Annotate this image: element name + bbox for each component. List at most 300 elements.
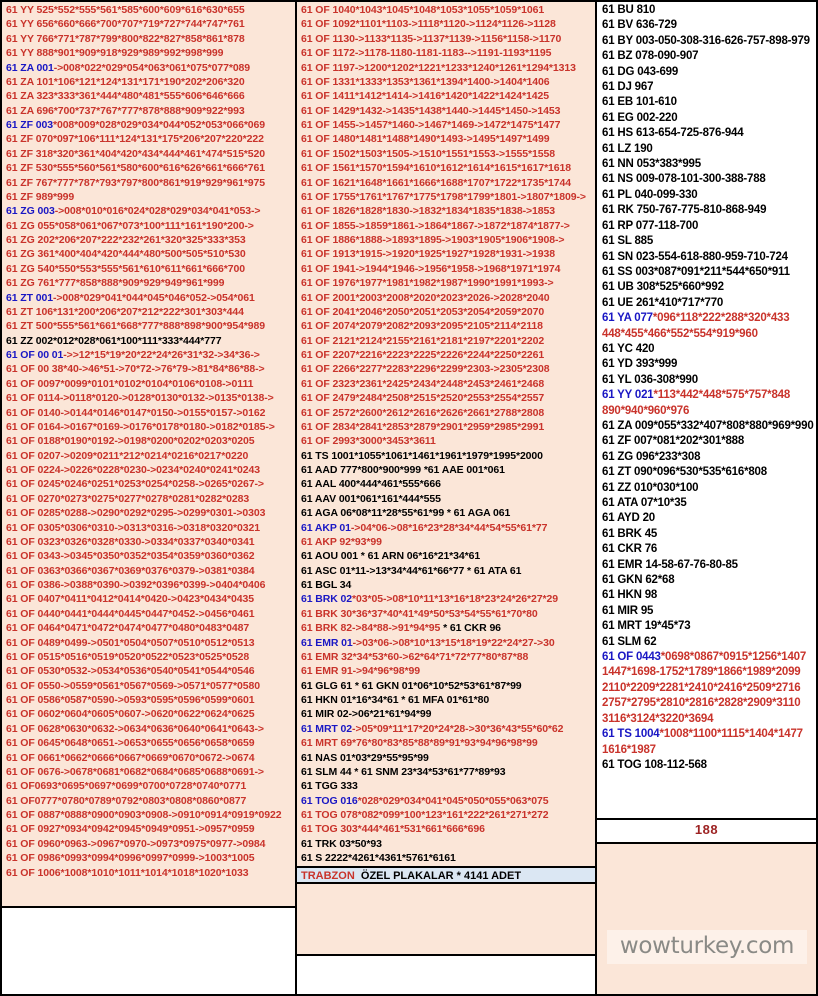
plate-line-segment: 61 OF 0270*0273*0275*0277*0278*0281*0282*0283 bbox=[6, 492, 250, 505]
plate-line bbox=[297, 607, 595, 621]
plate-line bbox=[297, 147, 595, 161]
plate-line-segment: 61 SL 885 bbox=[602, 235, 654, 248]
plate-line-segment: 61 EMR 32*34*53*60->62*64*71*72*77*80*87*88 bbox=[301, 650, 529, 663]
plate-line-segment: 61 YY 021 bbox=[602, 389, 654, 402]
plate-line-segment: 61 OF 0586*0587*0590->0593*0595*0596*0599*0601 bbox=[6, 694, 255, 706]
plate-line bbox=[597, 419, 816, 434]
plate-line bbox=[2, 621, 295, 635]
plate-line-segment: 61 ZG 361*400*404*420*444*480*500*505*510*530 bbox=[6, 248, 246, 261]
plate-line bbox=[297, 837, 595, 851]
plate-line bbox=[297, 176, 595, 190]
plate-line-segment: 61 OF 2323*2361*2425*2434*2448*2453*2461*2468 bbox=[301, 377, 545, 390]
plate-line bbox=[297, 765, 595, 779]
plate-line-segment: 61 ZF 530*555*560*561*580*600*616*626*661*666*761 bbox=[6, 162, 266, 175]
plate-line-segment: 61 OF 1886*1888->1893*1895->1903*1905*1906*1908-> bbox=[301, 234, 565, 246]
plate-line-segment: 61 OF 0464*0471*0472*0474*0477*0480*0483*0487 bbox=[6, 622, 250, 635]
plate-line bbox=[297, 463, 595, 477]
plate-line-segment: 61 OF 0207->0209*0211*212*0214*0216*0217*0220 bbox=[6, 449, 249, 462]
plate-line bbox=[597, 65, 816, 80]
plate-line bbox=[2, 521, 295, 535]
plate-line bbox=[597, 3, 816, 18]
plate-line bbox=[2, 664, 295, 678]
plate-line-segment: 61 ATA 07*10*35 bbox=[602, 497, 687, 509]
plate-line-segment: 61 NAS 01*03*29*55*95*99 bbox=[301, 751, 429, 764]
plate-line bbox=[297, 420, 595, 434]
plate-line bbox=[297, 621, 595, 635]
plate-line-segment: 61 RP 077-118-700 bbox=[602, 219, 699, 232]
plate-line bbox=[2, 305, 295, 319]
plate-line-segment: 61 OF 0140->0144*0146*0147*0150->0155*0157->0162 bbox=[6, 406, 266, 419]
plate-line bbox=[297, 204, 595, 218]
plate-line-segment: 61 OF 0661*0662*0666*0667*0669*0670*0672->0674 bbox=[6, 751, 255, 764]
plate-line bbox=[597, 496, 816, 511]
plate-line bbox=[297, 61, 595, 75]
plate-line-segment: 61 ZZ 010*030*100 bbox=[602, 481, 699, 494]
plate-line-segment: 890*940*960*976 bbox=[602, 404, 690, 417]
plate-line bbox=[2, 348, 295, 362]
plate-line-segment: 61 BGL 34 bbox=[301, 579, 352, 591]
column-middle-panel bbox=[296, 0, 596, 956]
plate-line bbox=[2, 650, 295, 664]
plate-line bbox=[297, 291, 595, 305]
plate-line bbox=[297, 305, 595, 319]
plate-line-segment: 61 OF 0164->0167*0169->0176*0178*0180->0182*0185-> bbox=[6, 420, 275, 433]
plate-line-segment: 61 HKN 01*16*34*61 * 61 MFA 01*61*80 bbox=[301, 694, 490, 706]
plate-line bbox=[597, 172, 816, 187]
plate-line-segment: 61 OF 1755*1761*1767*1775*1798*1799*1801->1807*1809-> bbox=[301, 190, 586, 203]
plate-line-segment: 61 OF 1331*1333*1353*1361*1394*1400->1404*1406 bbox=[301, 75, 550, 88]
plate-line-segment: ->03*06->08*10*13*15*18*19*22*24*27->30 bbox=[352, 636, 555, 649]
plate-line-segment: 61 OF 0323*0326*0328*0330->0334*0337*0340*0341 bbox=[6, 535, 255, 548]
plate-line-segment: ->04*06->08*16*23*28*34*44*54*55*61*77 bbox=[350, 521, 548, 534]
plate-line-segment: 61 YY 766*771*787*799*800*822*827*858*861*878 bbox=[6, 32, 245, 45]
plate-line bbox=[297, 3, 595, 17]
plate-line bbox=[297, 118, 595, 132]
plate-line bbox=[597, 126, 816, 141]
plate-line bbox=[297, 521, 595, 535]
plate-line bbox=[297, 564, 595, 578]
plate-line-segment: 61 OF 0628*0630*0632->0634*0636*0640*0641*0643-> bbox=[6, 722, 264, 735]
plate-line bbox=[597, 280, 816, 295]
plate-line bbox=[297, 348, 595, 362]
plate-line bbox=[2, 46, 295, 60]
plate-line bbox=[2, 449, 295, 463]
plate-line bbox=[2, 866, 295, 880]
plate-line-segment: 61 AOU 001 * 61 ARN 06*16*21*34*61 bbox=[301, 550, 481, 563]
plate-line-segment: ->008*010*016*024*028*029*034*041*053-> bbox=[54, 205, 261, 218]
plate-line-segment: 61 OF 1826*1828*1830->1832*1834*1835*1838->1853 bbox=[301, 205, 555, 218]
plate-line-segment: 61 MIR 02->06*21*61*94*99 bbox=[301, 708, 432, 721]
plate-line bbox=[297, 377, 595, 391]
plate-line bbox=[297, 89, 595, 103]
plate-line-segment: *008*009*028*029*034*044*052*053*066*069 bbox=[52, 119, 266, 131]
plate-line-segment: 61 OF 0489*0499->0501*0504*0507*0510*0512*0513 bbox=[6, 636, 255, 649]
plate-line-segment: 61 AAD 777*800*900*999 *61 AAE 001*061 bbox=[301, 464, 505, 476]
plate-line bbox=[2, 607, 295, 621]
plate-line bbox=[597, 111, 816, 126]
plate-line-segment: 61 EMR 14-58-67-76-80-85 bbox=[602, 558, 738, 571]
plate-line bbox=[297, 693, 595, 707]
plate-line-segment: *096*118*222*288*320*433 bbox=[652, 312, 790, 325]
plate-line bbox=[2, 147, 295, 161]
plate-line-segment: 61 ZF 767*777*787*793*797*800*861*919*929*961*975 bbox=[6, 176, 266, 189]
plate-line bbox=[2, 132, 295, 146]
plate-line-segment: 61 OF 2121*2124*2155*2161*2181*2197*2201*2202 bbox=[301, 334, 545, 347]
plate-line-segment: 61 OF 1502*1503*1505->1510*1551*1553->1555*1558 bbox=[301, 147, 555, 160]
plate-line-segment: 61 MRT 69*76*80*83*85*88*89*91*93*94*96*98*99 bbox=[301, 737, 538, 750]
plate-line-segment: 61 ZG 096*233*308 bbox=[602, 450, 701, 463]
plate-line-segment: 61 YY 525*552*555*561*585*600*609*616*630*655 bbox=[6, 4, 245, 16]
plate-line bbox=[597, 481, 816, 496]
plate-line-segment: 61 UE 261*410*717*770 bbox=[602, 296, 724, 309]
plate-line-segment: 61 OF0777*0780*0789*0792*0803*0808*0860*0877 bbox=[6, 794, 247, 807]
plate-line bbox=[2, 362, 295, 376]
plate-line-segment: 61 OF 0986*0993*0994*0996*0997*0999->1003*1005 bbox=[6, 852, 255, 865]
plate-line-segment: 61 OF 2479*2484*2508*2515*2520*2553*2554*2557 bbox=[301, 392, 545, 405]
plate-line-segment: 61 OF 0305*0306*0310->0313*0316->0318*0320*0321 bbox=[6, 521, 260, 534]
column-middle bbox=[296, 0, 596, 996]
plate-line bbox=[597, 542, 816, 557]
plate-line bbox=[297, 334, 595, 348]
plate-line bbox=[597, 80, 816, 95]
plate-line bbox=[2, 61, 295, 75]
plate-line-segment: *028*029*034*041*045*050*055*063*075 bbox=[357, 794, 549, 807]
plate-line-segment: 61 OF 1040*1043*1045*1048*1053*1055*1059*1061 bbox=[301, 4, 545, 16]
plate-line-segment: 61 AAV 001*061*161*444*555 bbox=[301, 492, 441, 505]
plate-line bbox=[597, 157, 816, 172]
plate-line bbox=[2, 722, 295, 736]
plate-line bbox=[597, 234, 816, 249]
plate-line-segment: 61 LZ 190 bbox=[602, 142, 653, 155]
plate-line-segment: 61 BU 810 bbox=[602, 4, 656, 16]
plate-line bbox=[2, 190, 295, 204]
plate-line-segment: 61 OF 1480*1481*1488*1490*1493->1495*1497*1499 bbox=[301, 133, 550, 146]
plate-line-segment: 61 RK 750-767-775-810-868-949 bbox=[602, 204, 767, 217]
plate-line-segment: 61 OF 0960*0963->0967*0970->0973*0975*0977->0984 bbox=[6, 837, 266, 850]
plate-line bbox=[597, 327, 816, 342]
plate-line-segment: 61 YY 888*901*909*918*929*989*992*998*999 bbox=[6, 47, 224, 60]
plate-line-segment: 61 AKP 92*93*99 bbox=[301, 535, 382, 548]
plate-line-segment: 61 HS 613-654-725-876-944 bbox=[602, 127, 744, 140]
plate-line-segment: 61 ZF 318*320*361*404*420*434*444*461*474*515*520 bbox=[6, 147, 266, 160]
plate-line bbox=[297, 506, 595, 520]
plate-line bbox=[2, 434, 295, 448]
plate-line-segment: 61 ZA 001 bbox=[6, 61, 54, 74]
plate-line-segment: 61 OF 1913*1915->1920*1925*1927*1928*1931->1938 bbox=[301, 248, 555, 261]
plate-line-segment: 61 GLG 61 * 61 GKN 01*06*10*52*53*61*87*99 bbox=[301, 679, 522, 692]
plate-line-segment: 61 OF 2572*2600*2612*2616*2626*2661*2788*2808 bbox=[301, 406, 545, 419]
plate-line bbox=[597, 250, 816, 265]
plate-line-segment: 61 OF 0343->0345*0350*0352*0354*0359*0360*0362 bbox=[6, 550, 255, 563]
column-left-lines bbox=[2, 3, 295, 880]
plate-line bbox=[2, 808, 295, 822]
plate-line-segment: 61 EG 002-220 bbox=[602, 111, 678, 124]
plate-line-segment: 61 OF 1411*1412*1414->1416*1420*1422*1424*1425 bbox=[301, 90, 549, 103]
column-middle-footer bbox=[296, 956, 596, 996]
plate-line-segment: 61 OF 0386->0388*0390->0392*0396*0399->0404*0406 bbox=[6, 579, 266, 591]
plate-line bbox=[297, 247, 595, 261]
plate-line-segment: 61 ZG 540*550*553*555*561*610*611*661*666*700 bbox=[6, 262, 245, 275]
plate-line-segment: 61 OF 0927*0934*0942*0945*0949*0951->0957*0959 bbox=[6, 823, 255, 836]
plate-line-segment: 61 ZT 106*131*200*206*207*212*222*301*303*444 bbox=[6, 305, 244, 318]
plate-line-segment: 61 BRK 30*36*37*40*41*49*50*53*54*55*61*70*80 bbox=[301, 607, 538, 620]
plate-line bbox=[2, 506, 295, 520]
plate-line-segment: 61 ZF 989*999 bbox=[6, 190, 75, 203]
plate-line bbox=[597, 681, 816, 696]
plate-line-segment: 61 ZF 070*097*106*111*124*131*175*206*207*220*222 bbox=[6, 133, 264, 146]
plate-line-segment: 61 OF 0887*0888*0900*0903*0908->0910*0914*0919*0922 bbox=[6, 809, 282, 821]
plate-line bbox=[597, 465, 816, 480]
plate-line bbox=[2, 118, 295, 132]
plate-line-segment: 61 OF 1130->1133*1135->1137*1139->1156*1158->1170 bbox=[301, 32, 562, 45]
plate-line-segment: 61 OF 0550->0559*0561*0567*0569->0571*0577*0580 bbox=[6, 679, 260, 692]
plate-line bbox=[597, 49, 816, 64]
plate-line-segment: ->008*029*041*044*045*046*052->054*061 bbox=[52, 291, 255, 304]
plate-line bbox=[2, 391, 295, 405]
plate-line bbox=[597, 635, 816, 650]
plate-line-segment: 61 YY 656*660*666*700*707*719*727*744*747*761 bbox=[6, 18, 245, 31]
plate-line bbox=[597, 219, 816, 234]
plate-line bbox=[2, 420, 295, 434]
plate-line-segment: 2110*2209*2281*2410*2416*2509*2716 bbox=[602, 681, 801, 694]
plate-line bbox=[297, 319, 595, 333]
plate-line-segment: 3116*3124*3220*3694 bbox=[602, 712, 714, 725]
plate-line-segment: 61 OF 0114->0118*0120->0128*0130*0132->0135*0138-> bbox=[6, 392, 274, 405]
plate-line bbox=[597, 357, 816, 372]
plate-line-segment: 61 ZG 202*206*207*222*232*261*320*325*333*353 bbox=[6, 234, 246, 246]
plate-line bbox=[597, 527, 816, 542]
plate-line bbox=[297, 362, 595, 376]
plate-line bbox=[597, 434, 816, 449]
plate-line-segment: 61 ZT 500*555*561*661*668*777*888*898*900*954*989 bbox=[6, 320, 266, 333]
plate-line-segment: 61 OF 1429*1432->1435*1438*1440->1445*1450->1453 bbox=[301, 104, 561, 117]
plate-line-segment: 61 SLM 44 * 61 SNM 23*34*53*61*77*89*93 bbox=[301, 765, 506, 778]
plate-line bbox=[2, 636, 295, 650]
plate-line bbox=[597, 311, 816, 326]
column-right-panel bbox=[596, 0, 818, 820]
plate-line bbox=[597, 588, 816, 603]
plate-line bbox=[2, 492, 295, 506]
plate-line-segment: 61 TGG 333 bbox=[301, 780, 358, 793]
plate-line-segment: 61 ZG 761*777*858*888*909*929*949*961*999 bbox=[6, 277, 225, 290]
plate-line bbox=[2, 693, 295, 707]
plate-line bbox=[297, 492, 595, 506]
plate-line-segment: ->05*09*11*17*20*24*28->30*36*43*55*60*62 bbox=[352, 722, 564, 735]
plate-line-segment: 61 EMR 01 bbox=[301, 636, 353, 649]
plate-line-segment: 61 ZG 003 bbox=[6, 205, 55, 218]
plate-line bbox=[597, 203, 816, 218]
plate-line-segment: *0698*0867*0915*1256*1407 bbox=[660, 651, 807, 664]
plate-line bbox=[297, 751, 595, 765]
plate-line bbox=[297, 650, 595, 664]
plate-line bbox=[297, 549, 595, 563]
plate-line bbox=[297, 477, 595, 491]
plate-line bbox=[297, 391, 595, 405]
plate-line bbox=[297, 851, 595, 865]
plate-line bbox=[2, 104, 295, 118]
plate-line-segment: 61 TRK 03*50*93 bbox=[301, 837, 382, 850]
plate-line bbox=[297, 276, 595, 290]
plate-line bbox=[2, 291, 295, 305]
plate-line bbox=[297, 808, 595, 822]
plate-line-segment: ->008*022*029*054*063*061*075*077*089 bbox=[53, 61, 251, 74]
column-left bbox=[0, 0, 296, 996]
plate-line-segment: 61 OF 0097*0099*0101*0102*0104*0106*0108->0111 bbox=[6, 377, 254, 390]
plate-line-segment: 61 ZG 055*058*061*067*073*100*111*161*190*200-> bbox=[6, 219, 254, 232]
plate-line-segment: 61 OF 1621*1648*1661*1666*1688*1707*1722*1735*1744 bbox=[301, 176, 572, 189]
plate-line bbox=[2, 779, 295, 793]
plate-line bbox=[597, 712, 816, 727]
plate-line bbox=[297, 722, 595, 736]
plate-line-segment: 61 ZZ 002*012*028*061*100*111*333*444*777 bbox=[6, 334, 222, 347]
plate-line-segment: 61 AGA 06*08*11*28*55*61*99 * 61 AGA 061 bbox=[301, 507, 511, 520]
plate-line-segment: 61 OF 1006*1008*1010*1011*1014*1018*1020*1033 bbox=[6, 866, 249, 879]
plate-line-segment: * 61 CKR 96 bbox=[443, 622, 501, 635]
column-right-lines bbox=[597, 3, 816, 773]
plate-line bbox=[297, 434, 595, 448]
plate-line-segment: 61 NN 053*383*995 bbox=[602, 158, 701, 171]
plate-line bbox=[2, 233, 295, 247]
plate-line-segment: 61 OF 1172->1178-1180-1181-1183-->1191-1193*1195 bbox=[301, 47, 552, 60]
plate-line bbox=[2, 319, 295, 333]
plate-line-segment: 61 SS 003*087*091*211*544*650*911 bbox=[602, 265, 790, 278]
watermark-area bbox=[596, 844, 818, 996]
plate-line bbox=[2, 334, 295, 348]
plate-line bbox=[597, 665, 816, 680]
plate-line bbox=[2, 794, 295, 808]
plate-line-segment: 61 OF 1855->1859*1861->1864*1867->1872*1874*1877-> bbox=[301, 219, 570, 232]
plate-line-segment: *03*05->08*10*11*13*16*18*23*24*26*27*29 bbox=[352, 593, 558, 606]
plate-line bbox=[297, 104, 595, 118]
plate-line-segment: 61 ZT 001 bbox=[6, 291, 53, 304]
plate-line-segment: 61 OF 2834*2841*2853*2879*2901*2959*2985*2991 bbox=[301, 420, 545, 433]
count-bar bbox=[596, 820, 818, 844]
plate-line bbox=[597, 727, 816, 742]
plate-line-segment: 61 EMR 91->94*96*98*99 bbox=[301, 665, 420, 678]
plate-line bbox=[597, 696, 816, 711]
plate-line-segment: 61 OF 0645*0648*0651->0653*0655*0656*0658*0659 bbox=[6, 737, 255, 750]
plate-line bbox=[2, 247, 295, 261]
plate-line bbox=[297, 190, 595, 204]
plate-line-segment: 61 YC 420 bbox=[602, 342, 655, 355]
plate-line bbox=[297, 736, 595, 750]
plate-line bbox=[2, 751, 295, 765]
plate-line bbox=[297, 449, 595, 463]
plate-line bbox=[2, 477, 295, 491]
plate-line-segment: 61 TOG 108-112-568 bbox=[602, 758, 707, 771]
plate-line bbox=[597, 18, 816, 33]
plate-line-segment: 61 BV 636-729 bbox=[602, 19, 677, 32]
plate-line-segment: 1616*1987 bbox=[602, 743, 656, 756]
trabzon-banner bbox=[297, 866, 595, 884]
plate-line bbox=[297, 75, 595, 89]
plate-line-segment: 61 OF 0440*0441*0444*0445*0447*0452->0456*0461 bbox=[6, 607, 255, 620]
plate-line bbox=[2, 679, 295, 693]
column-right bbox=[596, 0, 818, 996]
plate-line bbox=[297, 262, 595, 276]
plate-line bbox=[597, 650, 816, 665]
plate-line bbox=[2, 765, 295, 779]
plate-line bbox=[2, 406, 295, 420]
plate-line bbox=[597, 188, 816, 203]
plate-line bbox=[2, 837, 295, 851]
plate-line bbox=[297, 707, 595, 721]
plate-line bbox=[297, 233, 595, 247]
plate-line-segment: 61 MRT 19*45*73 bbox=[602, 620, 691, 633]
plate-line-segment: *113*442*448*575*757*848 bbox=[653, 389, 791, 402]
plate-line-segment: 61 OF 0285*0288->0290*0292*0295->0299*0301->0303 bbox=[6, 507, 266, 520]
plate-line-segment: 61 OF 0443 bbox=[602, 651, 661, 664]
plate-line bbox=[597, 619, 816, 634]
plate-line-segment: 61 PL 040-099-330 bbox=[602, 188, 698, 201]
plate-line bbox=[297, 406, 595, 420]
plate-line bbox=[297, 679, 595, 693]
plate-line-segment: 61 OF 1941->1944*1946->1956*1958->1968*1971*1974 bbox=[301, 262, 561, 275]
plate-line bbox=[297, 46, 595, 60]
plate-line-segment: 61 TS 1001*1055*1061*1461*1961*1979*1995*2000 bbox=[301, 449, 543, 462]
plate-line-segment: 61 CKR 76 bbox=[602, 543, 658, 556]
plate-line-segment: 61 HKN 98 bbox=[602, 589, 658, 602]
plate-line-segment: 61 ZA 696*700*737*767*777*878*888*909*922*993 bbox=[6, 104, 245, 117]
plate-line-segment: 61 ZA 323*333*361*444*480*481*555*606*646*666 bbox=[6, 90, 245, 103]
plate-line bbox=[2, 564, 295, 578]
plate-line bbox=[597, 142, 816, 157]
plate-line bbox=[2, 592, 295, 606]
column-middle-lines bbox=[297, 3, 595, 866]
plate-line bbox=[297, 578, 595, 592]
plate-line-segment: 61 OF 00 01 bbox=[6, 349, 64, 361]
watermark-text: wowturkey.com bbox=[607, 930, 807, 964]
plate-line-segment: 61 DJ 967 bbox=[602, 81, 654, 94]
plate-line bbox=[2, 463, 295, 477]
plate-line-segment: 61 OF 2207*2216*2223*2225*2226*2244*2250*2261 bbox=[301, 349, 545, 361]
plate-line-segment: 61 OF 0602*0604*0605*0607->0620*0622*0624*0625 bbox=[6, 708, 255, 721]
plate-line-segment: 61 OF 0407*0411*0412*0414*0420->0423*0434*0435 bbox=[6, 593, 254, 606]
plate-line bbox=[597, 758, 816, 773]
plate-line-segment: 61 OF 0188*0190*0192->0198*0200*0202*0203*0205 bbox=[6, 435, 255, 448]
plate-line-segment: 61 BRK 82->84*88->91*94*95 bbox=[301, 622, 444, 635]
plate-line-segment: 61 OF 1092*1101*1103->1118*1120->1124*1126->1128 bbox=[301, 18, 556, 31]
plate-line bbox=[2, 32, 295, 46]
plate-line bbox=[597, 95, 816, 110]
plate-line-segment: 448*455*466*552*554*919*960 bbox=[602, 327, 758, 340]
plate-line bbox=[297, 535, 595, 549]
plate-line bbox=[297, 17, 595, 31]
plate-line-segment: 1447*1698-1752*1789*1866*1989*2099 bbox=[602, 666, 801, 679]
plate-line-segment: 61 AKP 01 bbox=[301, 521, 351, 534]
plate-line-segment: 61 TOG 078*082*099*100*123*161*222*261*271*272 bbox=[301, 809, 549, 821]
plate-line-segment: 61 ZA 101*106*121*124*131*171*190*202*206*320 bbox=[6, 75, 245, 88]
plate-line-segment: 61 TS 1004 bbox=[602, 728, 660, 741]
plate-line-segment: 61 OF 1197->1200*1202*1221*1233*1240*1261*1294*1313 bbox=[301, 61, 576, 74]
plate-line bbox=[597, 743, 816, 758]
plate-line bbox=[597, 604, 816, 619]
plate-line-segment: 61 OF 1561*1570*1594*1610*1612*1614*1615*1617*1618 bbox=[301, 162, 572, 175]
plate-line-segment: 61 SLM 62 bbox=[602, 635, 657, 648]
plate-line bbox=[2, 377, 295, 391]
plate-line-segment: 61 ZF 003 bbox=[6, 119, 53, 131]
plate-line-segment: 61 OF 0245*0246*0251*0253*0254*0258->0265*0267-> bbox=[6, 478, 264, 491]
plate-line bbox=[297, 664, 595, 678]
plate-line bbox=[297, 636, 595, 650]
plate-line bbox=[2, 535, 295, 549]
plate-line-segment: 61 ZF 007*081*202*301*888 bbox=[602, 435, 745, 448]
plate-line-segment: 2757*2795*2810*2816*2828*2909*3110 bbox=[602, 697, 801, 710]
plate-line bbox=[2, 822, 295, 836]
plate-line bbox=[2, 161, 295, 175]
column-left-footer bbox=[0, 908, 296, 996]
plate-line-segment: 61 BZ 078-090-907 bbox=[602, 50, 699, 63]
